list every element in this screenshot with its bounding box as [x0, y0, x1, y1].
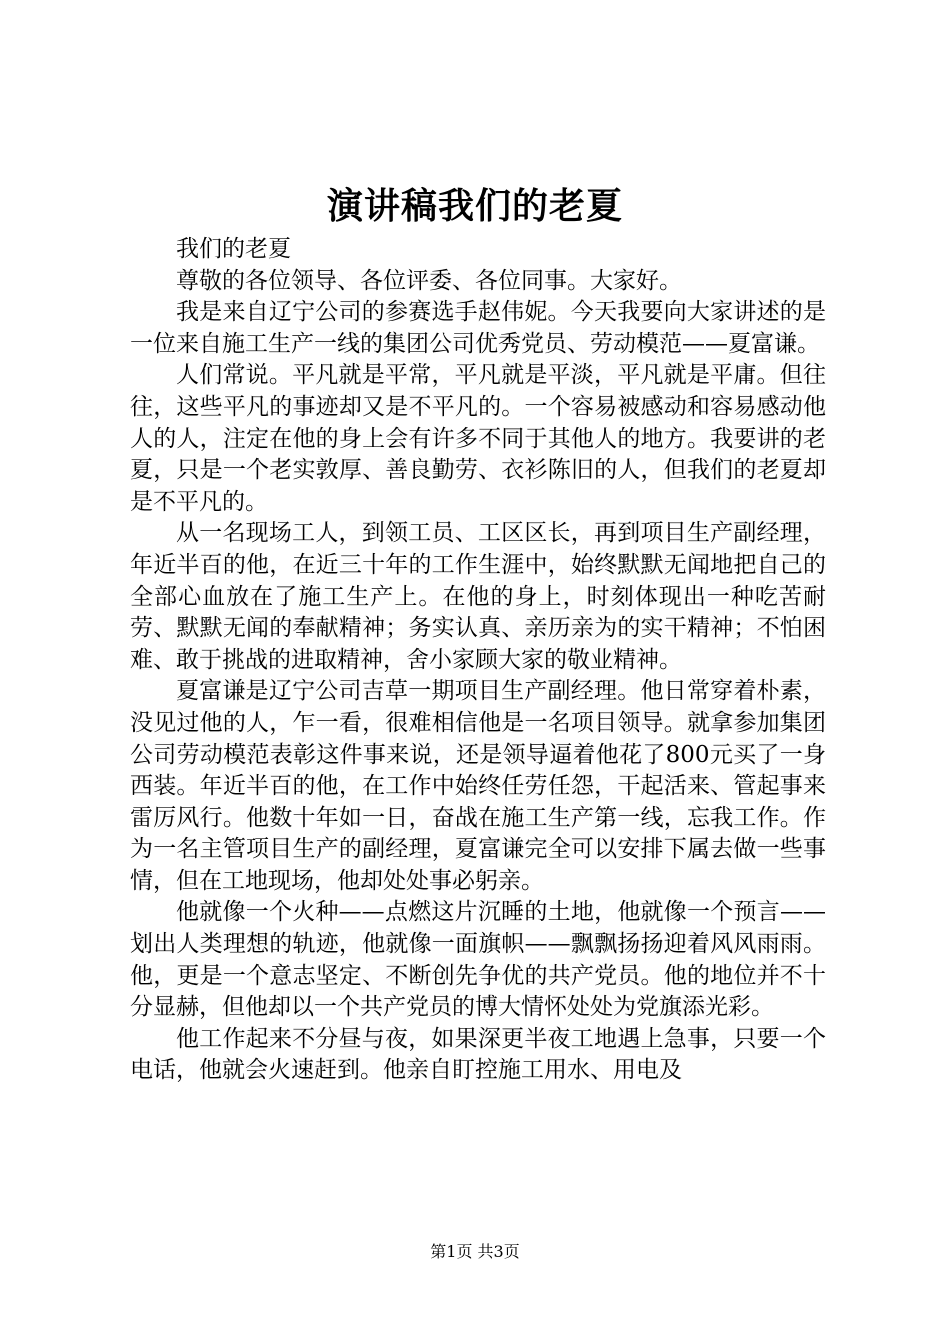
paragraph: 尊敬的各位领导、各位评委、各位同事。大家好。: [176, 267, 682, 294]
document-title: 演讲稿我们的老夏: [326, 185, 623, 227]
page-footer: 第1页 共3页: [430, 1242, 520, 1261]
paragraph: 夏富谦是辽宁公司吉草一期项目生产副经理。他日常穿着朴素，没见过他的人，乍一看，很难相信他是一名项目领导。就拿参加集团公司劳动模范表彰这件事来说，还是领导逼着他花了800元买了一身西装。年近半百的他，在工作中始终任劳任怨，干起活来、管起事来雷厉风行。他数十年如一日，奋战在施工生产第一线，忘我工作。作为一名主管项目生产的副经理，夏富谦完全可以安排下属去做一些事情，但在工地现场，他却处处事必躬亲。: [130, 678, 826, 894]
paragraph: 人们常说。平凡就是平常，平凡就是平淡，平凡就是平庸。但往往，这些平凡的事迹却又是不平凡的。一个容易被感动和容易感动他人的人，注定在他的身上会有许多不同于其他人的地方。我要讲的老夏，只是一个老实敦厚、善良勤劳、衣衫陈旧的人，但我们的老夏却是不平凡的。: [130, 362, 826, 515]
paragraph: 我们的老夏: [176, 236, 291, 262]
paragraph: 我是来自辽宁公司的参赛选手赵伟妮。今天我要向大家讲述的是一位来自施工生产一线的集团公司优秀党员、劳动模范——夏富谦。: [130, 299, 826, 357]
paragraph: 他就像一个火种——点燃这片沉睡的土地，他就像一个预言——划出人类理想的轨迹，他就像一面旗帜——飘飘扬扬迎着风风雨雨。他，更是一个意志坚定、不断创先争优的共产党员。他的地位并不十分显赫，但他却以一个共产党员的博大情怀处处为党旗添光彩。: [130, 899, 826, 1021]
paragraph: 从一名现场工人，到领工员、工区区长，再到项目生产副经理，年近半百的他，在近三十年的工作生涯中，始终默默无闻地把自己的全部心血放在了施工生产上。在他的身上，时刻体现出一种吃苦耐劳、默默无闻的奉献精神；务实认真、亲历亲为的实干精神；不怕困难、敢于挑战的进取精神，舍小家顾大家的敬业精神。: [130, 520, 826, 673]
paragraph: 他工作起来不分昼与夜，如果深更半夜工地遇上急事，只要一个电话，他就会火速赶到。他亲自盯控施工用水、用电及: [130, 1025, 826, 1084]
document-body: [130, 234, 826, 1087]
